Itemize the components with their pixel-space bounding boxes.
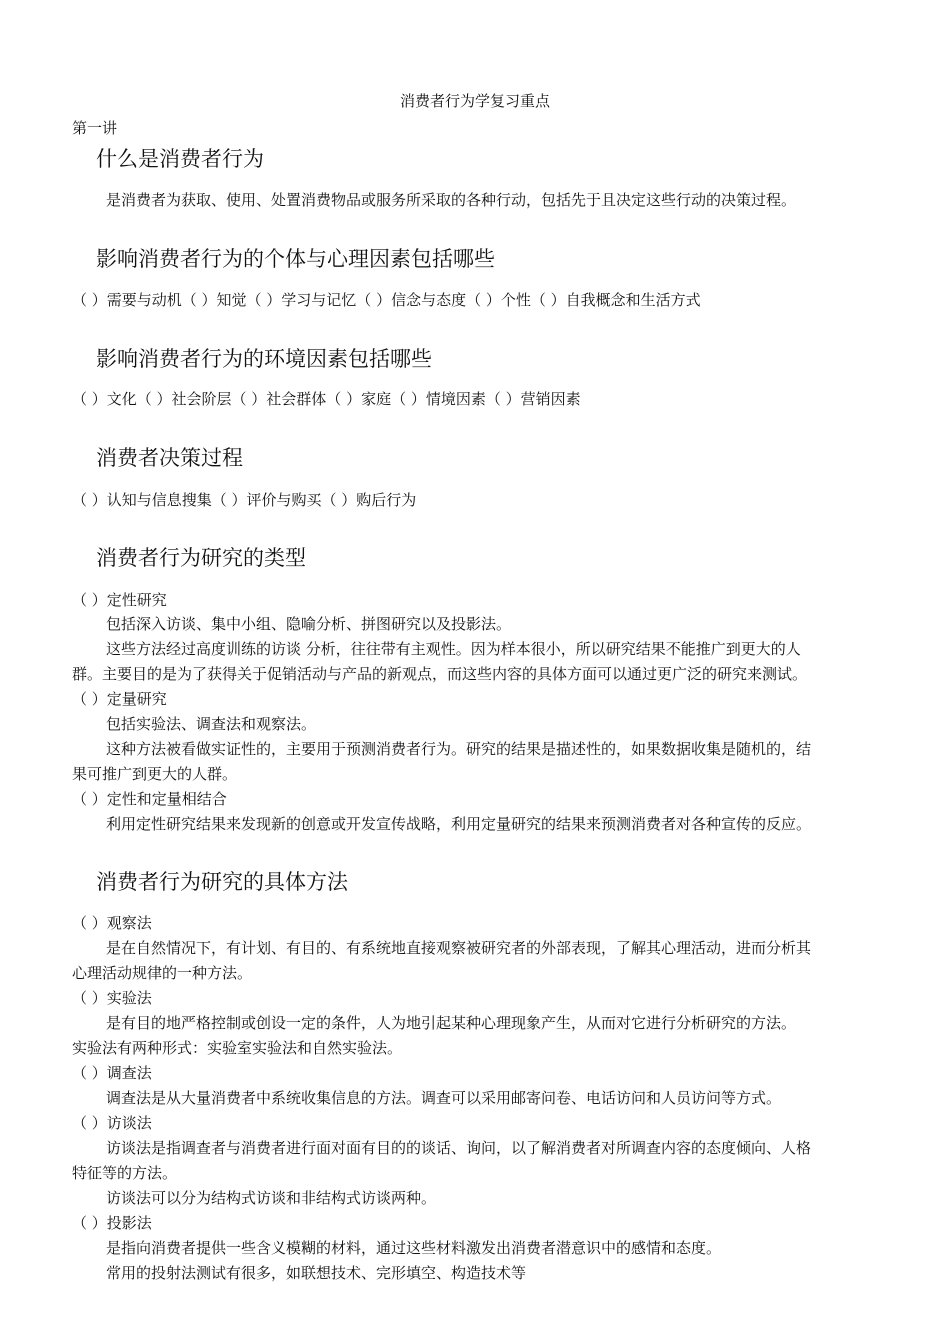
paragraph-line: 特征等的方法。 [72, 1164, 178, 1182]
paragraph-line: 访谈法是指调查者与消费者进行面对面有目的的谈话、询问，以了解消费者对所调查内容的态度倾向、人格 [106, 1139, 812, 1157]
section-heading-environment-factors: 影响消费者行为的环境因素包括哪些 [96, 347, 432, 371]
list-item: （ ）定性研究 [72, 591, 167, 609]
paragraph-line: 实验法有两种形式：实验室实验法和自然实验法。 [72, 1039, 403, 1057]
section-heading-research-methods: 消费者行为研究的具体方法 [96, 870, 348, 894]
section-text-decision-process: （ ）认知与信息搜集（ ）评价与购买（ ）购后行为 [72, 491, 417, 509]
paragraph-line: 利用定性研究结果来发现新的创意或开发宣传战略，利用定量研究的结果来预测消费者对各种宣传的反应。 [106, 815, 812, 833]
section-heading-decision-process: 消费者决策过程 [96, 446, 243, 470]
list-item: （ ）投影法 [72, 1214, 152, 1232]
paragraph-line: 访谈法可以分为结构式访谈和非结构式访谈两种。 [106, 1189, 437, 1207]
section-heading-individual-factors: 影响消费者行为的个体与心理因素包括哪些 [96, 247, 495, 271]
paragraph-line: 心理活动规律的一种方法。 [72, 964, 253, 982]
section-heading-definition: 什么是消费者行为 [96, 147, 264, 171]
paragraph-line: 这些方法经过高度训练的访谈 分析，往往带有主观性。因为样本很小，所以研究结果不能推广到更大的人 [106, 640, 801, 658]
paragraph-line: 果可推广到更大的人群。 [72, 765, 238, 783]
paragraph-line: 包括深入访谈、集中小组、隐喻分析、拼图研究以及投影法。 [106, 615, 512, 633]
list-item: （ ）定性和定量相结合 [72, 790, 227, 808]
section-heading-research-types: 消费者行为研究的类型 [96, 546, 306, 570]
paragraph-line: 包括实验法、调查法和观察法。 [106, 715, 317, 733]
document-title: 消费者行为学复习重点 [399, 92, 550, 110]
section-text-definition: 是消费者为获取、使用、处置消费物品或服务所采取的各种行动，包括先于且决定这些行动的决策过程。 [106, 191, 797, 209]
section-text-environment-factors: （ ）文化（ ）社会阶层（ ）社会群体（ ）家庭（ ）情境因素（ ）营销因素 [72, 390, 581, 408]
lecture-label: 第一讲 [72, 119, 118, 137]
paragraph-line: 是在自然情况下，有计划、有目的、有系统地直接观察被研究者的外部表现，了解其心理活动，进而分析其 [106, 939, 812, 957]
list-item: （ ）调查法 [72, 1064, 152, 1082]
paragraph-line: 是有目的地严格控制或创设一定的条件，人为地引起某种心理现象产生，从而对它进行分析研究的方法。 [106, 1014, 797, 1032]
paragraph-line: 这种方法被看做实证性的，主要用于预测消费者行为。研究的结果是描述性的，如果数据收集是随机的，结 [106, 740, 812, 758]
list-item: （ ）观察法 [72, 914, 152, 932]
list-item: （ ）定量研究 [72, 690, 167, 708]
section-text-individual-factors: （ ）需要与动机（ ）知觉（ ）学习与记忆（ ）信念与态度（ ）个性（ ）自我概念和生活方式 [72, 291, 701, 309]
list-item: （ ）实验法 [72, 989, 152, 1007]
paragraph-line: 群。主要目的是为了获得关于促销活动与产品的新观点，而这些内容的具体方面可以通过更广泛的研究来测试。 [72, 665, 808, 683]
paragraph-line: 调查法是从大量消费者中系统收集信息的方法。调查可以采用邮寄问卷、电话访问和人员访问等方式。 [106, 1089, 782, 1107]
paragraph-line: 常用的投射法测试有很多，如联想技术、完形填空、构造技术等 [106, 1264, 527, 1282]
paragraph-line: 是指向消费者提供一些含义模糊的材料，通过这些材料激发出消费者潜意识中的感情和态度。 [106, 1239, 722, 1257]
list-item: （ ）访谈法 [72, 1114, 152, 1132]
